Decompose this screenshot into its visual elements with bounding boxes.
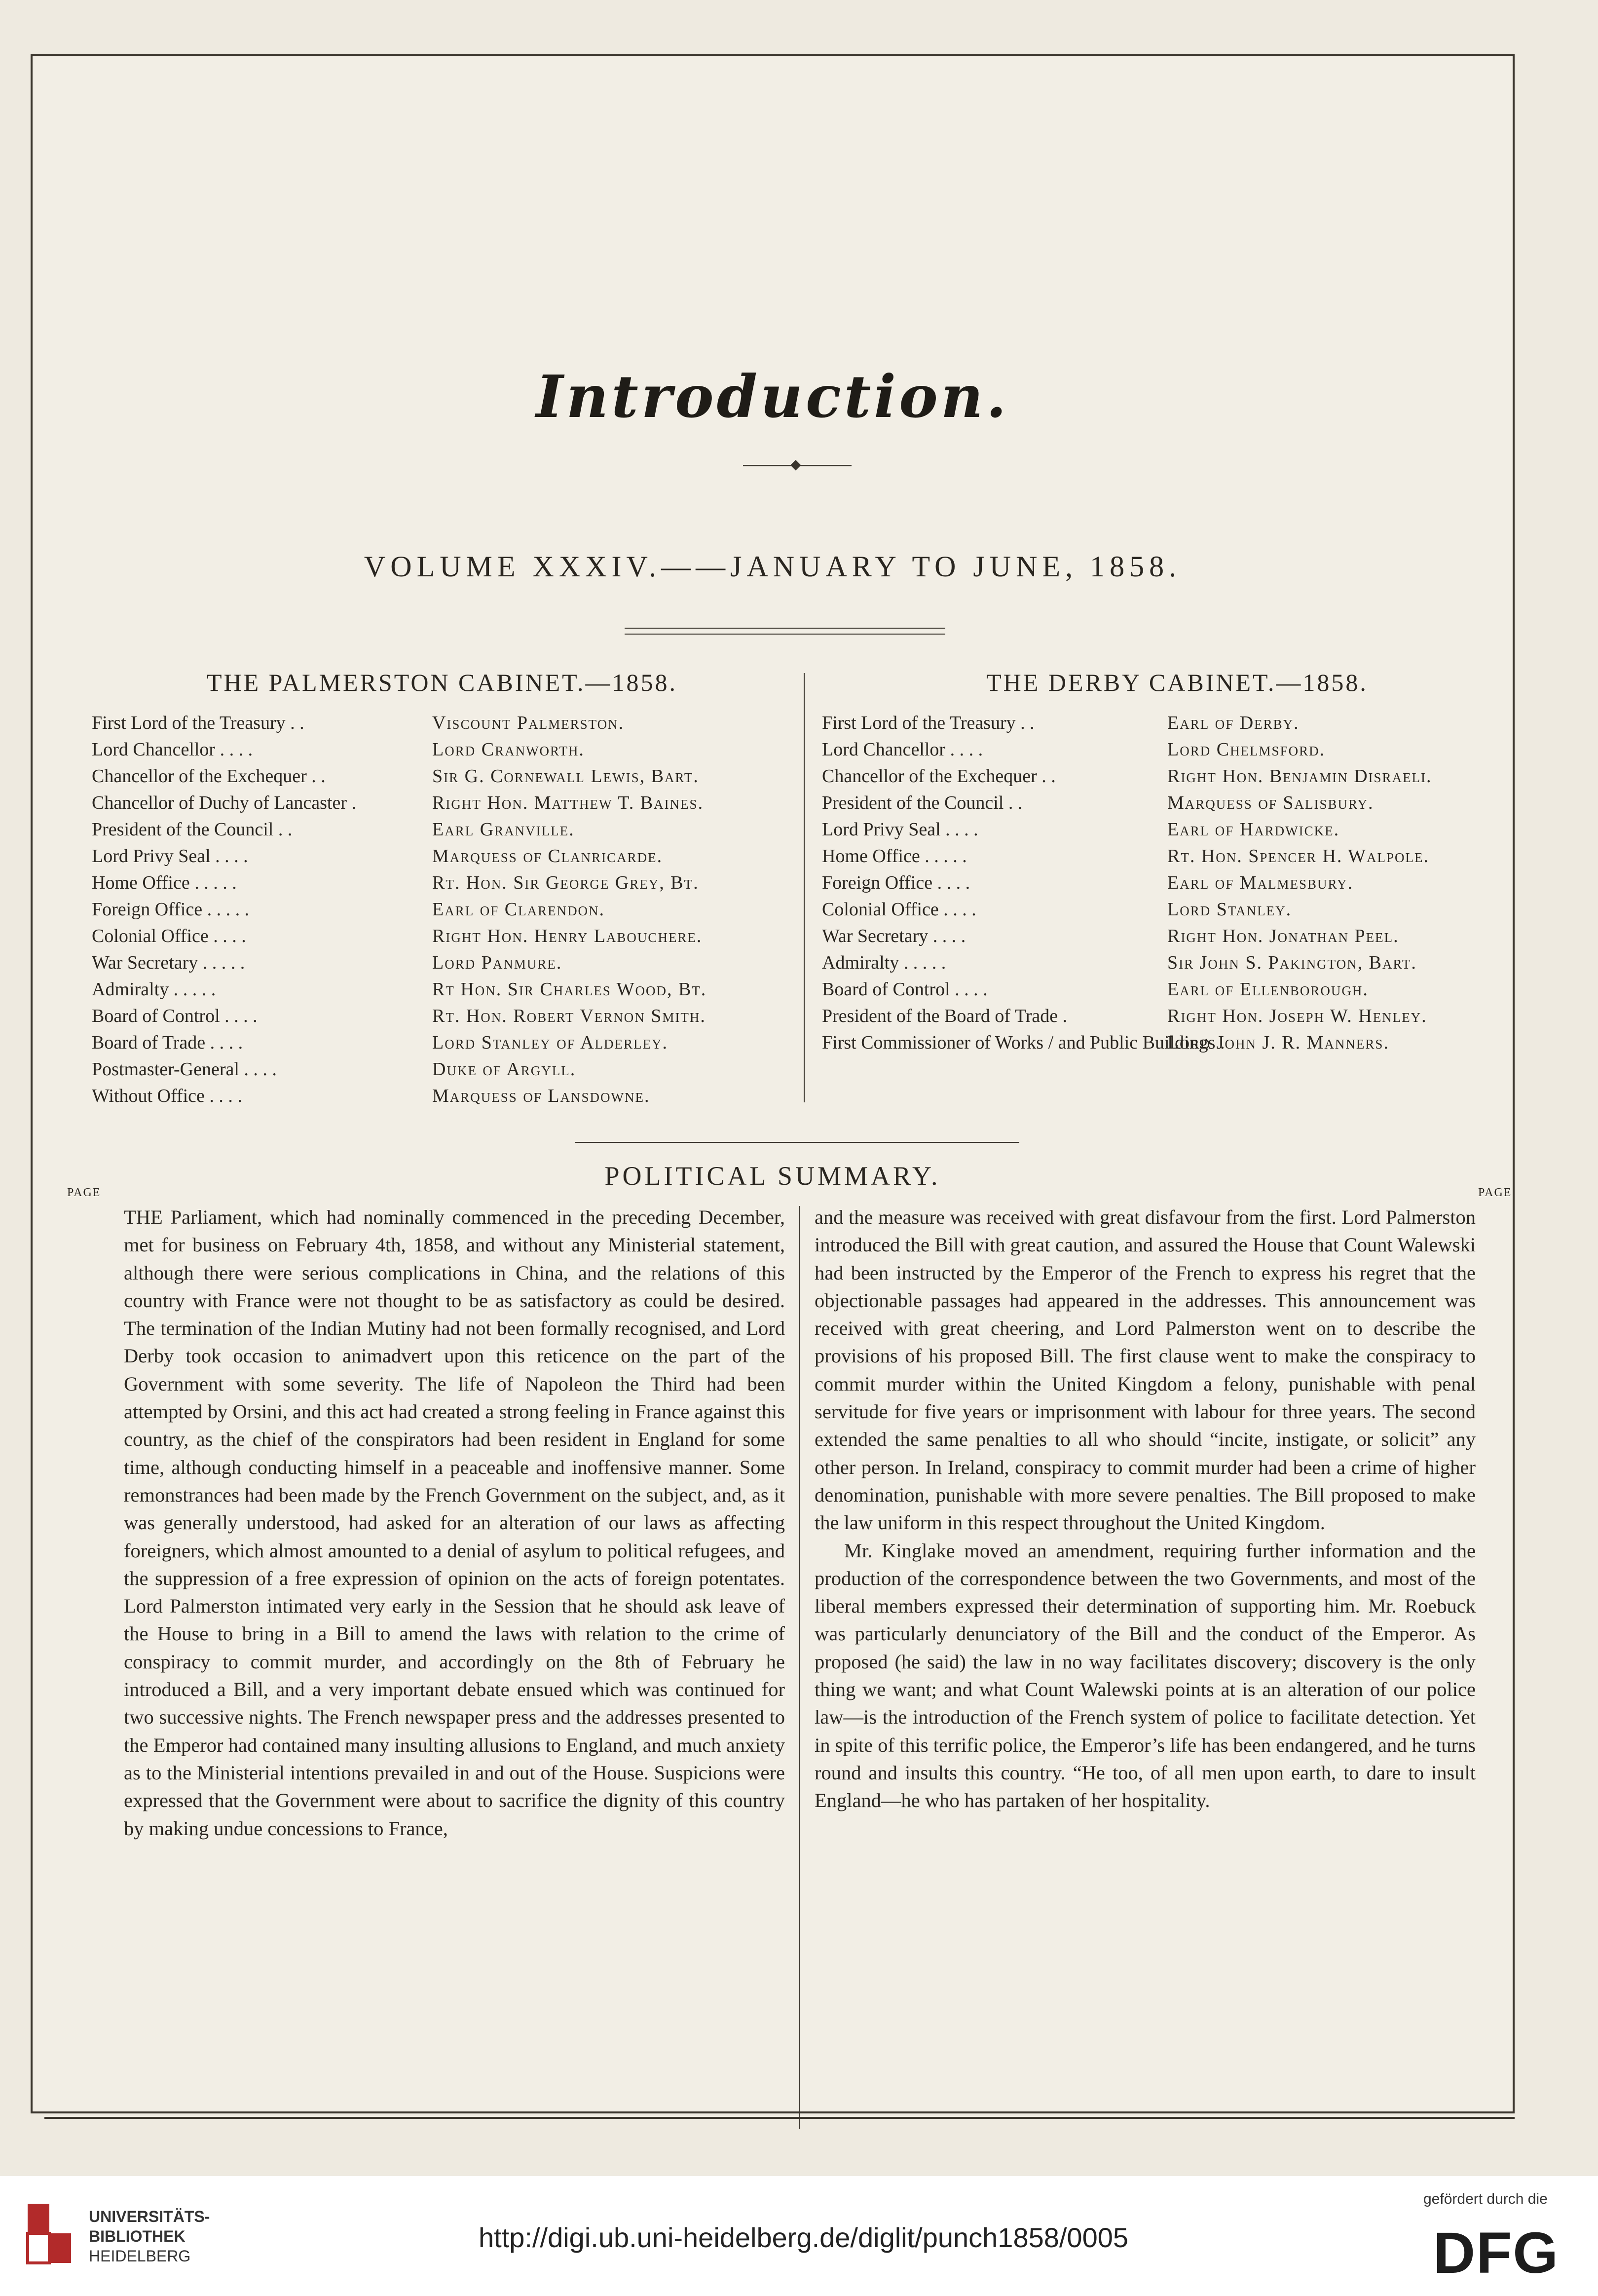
cabinet-row xyxy=(92,923,792,949)
cabinet-office: Chancellor of Duchy of Lancaster . xyxy=(92,792,357,813)
cabinet-holder: Lord John J. R. Manners. xyxy=(1167,1032,1389,1053)
cabinet-row xyxy=(822,763,1532,790)
cabinet-holder: Lord Chelmsford. xyxy=(1167,739,1326,760)
cabinet-holder: Earl Granville. xyxy=(432,819,575,840)
summary-heading: POLITICAL SUMMARY. xyxy=(604,1161,941,1191)
cabinet-row xyxy=(92,949,792,976)
cabinet-office: Colonial Office . . . . xyxy=(822,899,976,920)
cabinet-row xyxy=(92,816,792,843)
summary-column-left xyxy=(124,1204,785,1843)
cabinet-holder: Marquess of Salisbury. xyxy=(1167,792,1374,813)
double-rule xyxy=(625,628,945,635)
cabinet-holder: Right Hon. Henry Labouchere. xyxy=(432,926,703,946)
cabinet-row xyxy=(92,869,792,896)
cabinet-row xyxy=(822,736,1532,763)
palmerston-cabinet xyxy=(92,668,792,1109)
cabinet-divider xyxy=(804,673,805,1102)
cabinet-office: First Commissioner of Works / and Public Buildings . xyxy=(822,1032,1225,1053)
cabinet-holder: Sir G. Cornewall Lewis, Bart. xyxy=(432,766,699,787)
cabinet-holder: Duke of Argyll. xyxy=(432,1059,576,1080)
summary-column-right xyxy=(815,1204,1476,1815)
derby-heading: THE DERBY CABINET.—1858. xyxy=(986,669,1368,696)
cabinet-row xyxy=(92,896,792,923)
cabinet-holder: Rt Hon. Sir Charles Wood, Bt. xyxy=(432,979,707,1000)
cabinet-holder: Rt. Hon. Sir George Grey, Bt. xyxy=(432,872,699,893)
cabinet-office: War Secretary . . . . xyxy=(822,926,966,946)
title-ornament xyxy=(743,456,852,476)
cabinet-row xyxy=(92,843,792,869)
library-name xyxy=(89,2207,210,2266)
cabinet-office: Without Office . . . . xyxy=(92,1086,242,1106)
cabinet-row xyxy=(92,736,792,763)
library-line-2: BIBLIOTHEK xyxy=(89,2227,186,2245)
cabinet-row xyxy=(92,790,792,816)
cabinet-holder: Lord Panmure. xyxy=(432,952,562,973)
cabinet-row xyxy=(92,1003,792,1029)
cabinet-office: Home Office . . . . . xyxy=(822,846,967,866)
cabinet-office: Postmaster-General . . . . xyxy=(92,1059,277,1080)
cabinet-holder: Right Hon. Jonathan Peel. xyxy=(1167,926,1399,946)
cabinet-row xyxy=(822,869,1532,896)
column-divider xyxy=(799,1206,800,2129)
library-logo-icon xyxy=(20,2198,79,2277)
cabinet-office: President of the Council . . xyxy=(92,819,293,840)
cabinet-row xyxy=(822,816,1532,843)
cabinet-row xyxy=(92,763,792,790)
footer-bar xyxy=(0,2176,1598,2296)
cabinet-row xyxy=(822,923,1532,949)
cabinet-row xyxy=(92,1029,792,1056)
cabinet-holder: Marquess of Lansdowne. xyxy=(432,1086,650,1106)
page-title: Introduction. xyxy=(536,362,1009,431)
cabinet-office: Board of Trade . . . . xyxy=(92,1032,243,1053)
cabinet-office: Lord Chancellor . . . . xyxy=(92,739,253,760)
cabinet-office: Home Office . . . . . xyxy=(92,872,237,893)
cabinet-holder: Lord Stanley. xyxy=(1167,899,1292,920)
cabinet-row xyxy=(92,976,792,1003)
funded-by-caption: gefördert durch die xyxy=(1423,2191,1548,2207)
source-url-link[interactable]: http://digi.ub.uni-heidelberg.de/diglit/punch1858/0005 xyxy=(479,2222,1129,2253)
cabinet-office: President of the Board of Trade . xyxy=(822,1006,1068,1026)
cabinet-office: Lord Privy Seal . . . . xyxy=(822,819,978,840)
cabinet-holder: Viscount Palmerston. xyxy=(432,713,625,733)
cabinet-office: Lord Chancellor . . . . xyxy=(822,739,983,760)
palmerston-heading: THE PALMERSTON CABINET.—1858. xyxy=(206,669,677,696)
cabinet-holder: Lord Cranworth. xyxy=(432,739,585,760)
cabinet-holder: Earl of Ellenborough. xyxy=(1167,979,1369,1000)
cabinet-office: Admiralty . . . . . xyxy=(92,979,216,1000)
page-frame xyxy=(31,54,1515,2113)
cabinet-holder: Marquess of Clanricarde. xyxy=(432,846,663,866)
cabinet-holder: Rt. Hon. Spencer H. Walpole. xyxy=(1167,846,1430,866)
cabinet-row xyxy=(822,896,1532,923)
library-line-3: HEIDELBERG xyxy=(89,2247,191,2265)
cabinet-office: Chancellor of the Exchequer . . xyxy=(92,766,326,787)
cabinet-row xyxy=(822,790,1532,816)
cabinet-row xyxy=(822,710,1532,736)
cabinet-office: President of the Council . . xyxy=(822,792,1023,813)
volume-line: VOLUME XXXIV.——JANUARY TO JUNE, 1858. xyxy=(364,550,1182,583)
cabinet-office: Admiralty . . . . . xyxy=(822,952,946,973)
page-label-right: PAGE xyxy=(1478,1186,1512,1199)
cabinet-holder: Sir John S. Pakington, Bart. xyxy=(1167,952,1417,973)
cabinet-office: Board of Control . . . . xyxy=(822,979,988,1000)
cabinet-office: Board of Control . . . . xyxy=(92,1006,258,1026)
cabinet-holder: Rt. Hon. Robert Vernon Smith. xyxy=(432,1006,706,1026)
cabinet-row xyxy=(822,1003,1532,1029)
cabinet-holder: Right Hon. Joseph W. Henley. xyxy=(1167,1006,1427,1026)
cabinet-office: First Lord of the Treasury . . xyxy=(92,713,304,733)
dfg-logo: DFG xyxy=(1433,2221,1560,2286)
cabinet-holder: Earl of Hardwicke. xyxy=(1167,819,1340,840)
cabinet-row xyxy=(822,949,1532,976)
cabinet-holder: Earl of Clarendon. xyxy=(432,899,605,920)
cabinet-row xyxy=(92,1056,792,1083)
cabinet-holder: Right Hon. Benjamin Disraeli. xyxy=(1167,766,1432,787)
cabinet-office: First Lord of the Treasury . . xyxy=(822,713,1035,733)
paragraph: Mr. Kinglake moved an amendment, requiring further information and the production of the correspondence between the two Governments, and most of the liberal members expressed their determination of supporting him. Mr. Roebuck was particularly denunciatory of the Bill and the conduct of the Emperor. As proposed (he said) the law in no way facilitates discovery; discovery is the only thing we want; and what Count Walewski points at is an alteration of our police law—is the introduction of the French system of police to facilitate detection. Yet in spite of this terrific police, the Emperor’s life has been endangered, and he turns round and insults this country. “He too, of all men upon earth, to dare to insult England—he who has partaken of her hospitality. xyxy=(815,1539,1476,1812)
cabinet-holder: Lord Stanley of Alderley. xyxy=(432,1032,668,1053)
derby-cabinet xyxy=(822,668,1532,1056)
cabinet-office: Foreign Office . . . . . xyxy=(92,899,250,920)
cabinet-holder: Right Hon. Matthew T. Baines. xyxy=(432,792,704,813)
bottom-rule xyxy=(44,2117,1515,2119)
cabinet-office: Foreign Office . . . . xyxy=(822,872,970,893)
page-label-left: PAGE xyxy=(67,1186,101,1199)
cabinet-office: Colonial Office . . . . xyxy=(92,926,246,946)
cabinet-office: Lord Privy Seal . . . . xyxy=(92,846,248,866)
cabinet-bottom-rule xyxy=(575,1142,1019,1143)
cabinet-row xyxy=(822,843,1532,869)
cabinet-row xyxy=(822,976,1532,1003)
library-line-1: UNIVERSITÄTS- xyxy=(89,2208,210,2225)
cabinet-office: War Secretary . . . . . xyxy=(92,952,245,973)
cabinet-row xyxy=(92,710,792,736)
cabinet-row xyxy=(822,1029,1532,1056)
cabinet-row xyxy=(92,1083,792,1109)
cabinet-holder: Earl of Derby. xyxy=(1167,713,1300,733)
cabinet-holder: Earl of Malmesbury. xyxy=(1167,872,1354,893)
paragraph: and the measure was received with great disfavour from the first. Lord Palmerston introduced the Bill with great caution, and assured the House that Count Walewski had been instructed by the Emperor of the French to express his regret that the objectionable passages had appeared in the addresses. This announcement was received with great cheering, and Lord Palmerston went on to describe the provisions of his proposed Bill. The first clause went to make the conspiracy to commit murder within the United Kingdom a felony, punishable with penal servitude for five years or imprisonment with labour for three years. The second extended the same penalties to all who should “incite, instigate, or solicit” any other person. In Ireland, conspiracy to commit murder had been a crime of higher denomination, punishable with more severe penalties. The Bill proposed to make the law uniform in this respect throughout the United Kingdom. xyxy=(815,1206,1476,1534)
cabinet-office: Chancellor of the Exchequer . . xyxy=(822,766,1056,787)
paragraph: THE Parliament, which had nominally commenced in the preceding December, met for business on February 4th, 1858, and without any Ministerial statement, although there were serious complications in China, and the relations of this country with France were not thought to be as satisfactory as could be desired. The termination of the Indian Mutiny had not been formally recognised, and Lord Derby took occasion to animadvert upon this reticence on the part of the Government with some severity. The life of Napoleon the Third had been attempted by Orsini, and this act had created a strong feeling in France against this country, as the chief of the conspirators had been resident in England for some time, although conducting himself in a peaceable and inoffensive manner. Some remonstrances had been made by the French Government on the subject, and, as it was generally understood, had asked for an alteration of our laws as affecting foreigners, which almost amounted to a denial of asylum to political refugees, and the suppression of a free expression of opinion on the acts of foreign potentates. Lord Palmerston intimated very early in the Session that he should ask leave of the House to bring in a Bill to amend the laws with relation to the crime of conspiracy to commit murder, and accordingly on the 8th of February he introduced a Bill, and a very important debate ensued which was continued for two successive nights. The French newspaper press and the addresses presented to the Emperor had contained many insulting allusions to England, and much anxiety as to the Ministerial intentions prevailed in and out of the House. Suspicions were expressed that the Government were about to sacrifice the dignity of this country by making undue concessions to France, xyxy=(124,1206,785,1840)
